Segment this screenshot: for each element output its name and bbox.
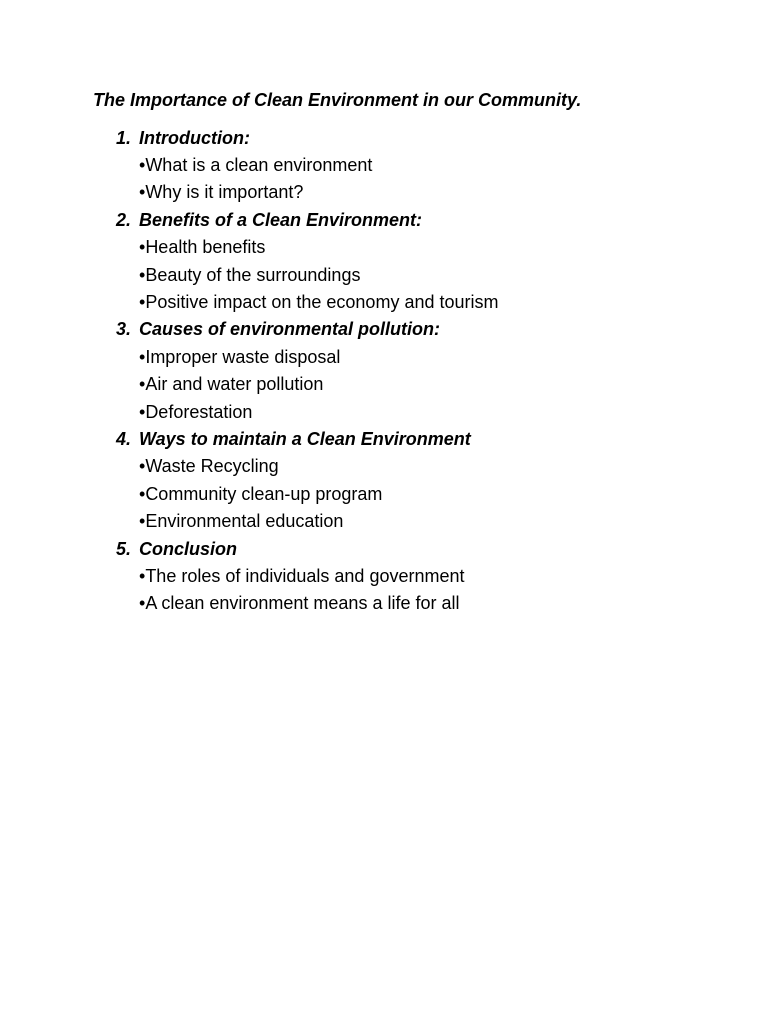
bullet-icon: • [139,565,146,586]
section-title: Benefits of a Clean Environment: [139,209,423,230]
list-item-text: Positive impact on the economy and tourism [145,292,499,313]
bullet-icon: • [139,182,146,203]
bullet-icon: • [139,456,146,477]
list-item [116,453,736,480]
list-item-text: Community clean-up program [145,483,383,504]
bullet-icon: • [139,346,146,367]
section-title: Introduction: [139,127,250,148]
section-heading-conclusion [116,535,736,562]
section-number: 2. [116,209,132,230]
list-item [116,562,736,589]
bullet-icon: • [139,593,146,614]
list-item [116,507,736,534]
bullet-icon: • [139,483,146,504]
list-item [116,590,736,617]
list-item [116,234,736,261]
bullet-icon: • [139,511,146,532]
list-item-text: Environmental education [145,511,344,532]
section-heading-ways [116,425,736,452]
bullet-icon: • [139,237,146,258]
section-heading-introduction [116,124,736,151]
list-item-text: Waste Recycling [145,456,279,477]
list-item-text: Why is it important? [145,182,304,203]
bullet-icon: • [139,155,146,176]
list-item-text: The roles of individuals and government [145,565,465,586]
document-title: The Importance of Clean Environment in our Community. [93,90,582,110]
list-item [116,343,736,370]
list-item [116,371,736,398]
section-number: 1. [116,127,132,148]
section-title: Conclusion [139,538,237,559]
bullet-icon: • [139,401,146,422]
list-item [116,398,736,425]
section-number: 4. [116,428,132,449]
list-item [116,261,736,288]
section-title: Ways to maintain a Clean Environment [139,428,471,449]
bullet-icon: • [139,374,146,395]
section-number: 3. [116,319,132,340]
list-item [116,480,736,507]
section-title: Causes of environmental pollution: [139,319,441,340]
section-heading-benefits [116,206,736,233]
section-number: 5. [116,538,132,559]
bullet-icon: • [139,264,146,285]
outline-list [116,124,736,617]
list-item [116,151,736,178]
list-item-text: Beauty of the surroundings [145,264,361,285]
list-item [116,179,736,206]
list-item-text: Deforestation [145,401,253,422]
list-item-text: Health benefits [145,237,266,258]
list-item [116,288,736,315]
section-heading-causes [116,316,736,343]
bullet-icon: • [139,292,146,313]
list-item-text: Air and water pollution [145,374,324,395]
list-item-text: What is a clean environment [145,155,373,176]
list-item-text: Improper waste disposal [145,346,341,367]
list-item-text: A clean environment means a life for all [145,593,460,614]
